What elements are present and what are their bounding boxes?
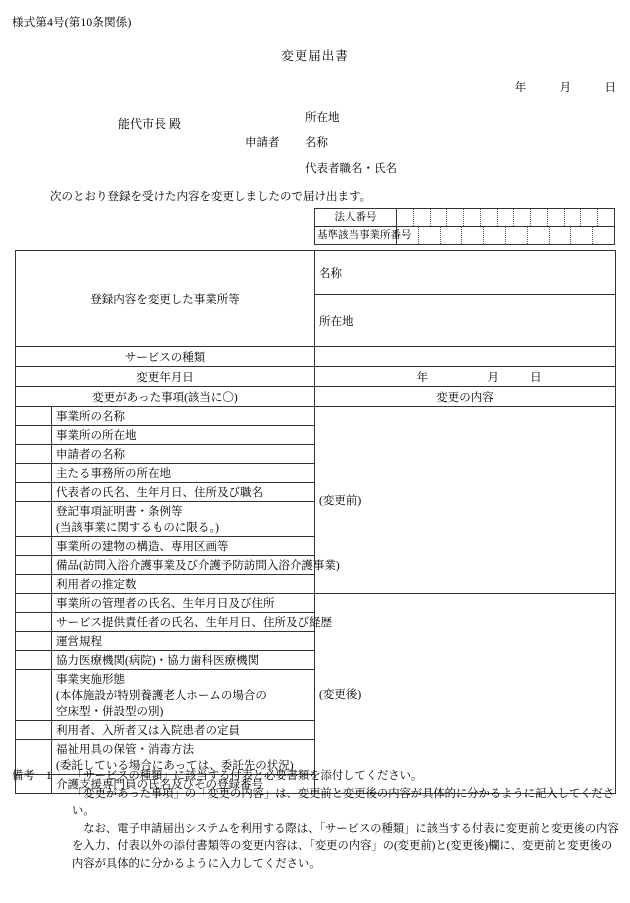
office-name-row [16, 251, 616, 295]
standard-office-number-row [315, 227, 615, 245]
corporate-number-digit-cells[interactable] [397, 209, 614, 226]
item-checkbox-cell[interactable] [16, 632, 52, 651]
item-line: 介護支援専門員の氏名及びその登録番号 [56, 779, 263, 791]
item-label-cell [52, 632, 315, 651]
change-items-before-group [16, 407, 616, 594]
change-content-cell[interactable] [315, 407, 616, 594]
item-label-cell [52, 483, 315, 502]
change-content-cell[interactable] [315, 594, 616, 794]
digit-cell[interactable] [484, 227, 506, 244]
change-items-after-group [16, 594, 616, 794]
office-location-label: 所在地 [319, 315, 354, 328]
item-checkbox-cell[interactable] [16, 426, 52, 445]
digit-cell[interactable] [419, 227, 441, 244]
digit-cell[interactable] [464, 209, 481, 226]
change-items-header: 変更があった事項(該当に〇) [16, 387, 315, 407]
item-line: サービス提供責任者の氏名、生年月日、住所及び経歴 [56, 617, 332, 629]
item-line: 協力医療機関(病院)・協力歯科医療機関 [56, 655, 260, 667]
service-type-row [16, 347, 616, 367]
change-date-month-label: 月 [487, 371, 499, 384]
item-line: 空床型・併設型の別) [56, 706, 164, 718]
corporate-number-row [315, 209, 615, 227]
item-label-cell [52, 721, 315, 740]
digit-cell[interactable] [397, 227, 419, 244]
digit-cell[interactable] [550, 227, 572, 244]
item-checkbox-cell[interactable] [16, 464, 52, 483]
digit-cell[interactable] [397, 209, 414, 226]
digit-cell[interactable] [414, 209, 431, 226]
digit-cell[interactable] [548, 209, 565, 226]
item-line: 登記事項証明書・条例等 [56, 506, 183, 518]
item-label-cell [52, 670, 315, 721]
change-content-state-label: (変更前) [319, 495, 362, 507]
item-checkbox-cell[interactable] [16, 594, 52, 613]
number-table [314, 208, 615, 245]
item-line: 事業所の管理者の氏名、生年月日及び住所 [56, 598, 275, 610]
digit-cell[interactable] [571, 227, 593, 244]
digit-cell[interactable] [506, 227, 528, 244]
change-date-label: 変更年月日 [16, 367, 315, 387]
note-row [12, 821, 620, 874]
form-number: 様式第4号(第10条関係) [12, 17, 132, 29]
item-label-cell [52, 651, 315, 670]
applicant-label: 申請者 [245, 137, 280, 149]
item-line: 主たる事務所の所在地 [56, 468, 171, 480]
item-line: 備品(訪問入浴介護事業及び介護予防訪問入浴介護事業) [56, 560, 340, 572]
digit-cell[interactable] [462, 227, 484, 244]
item-line: 利用者の推定数 [56, 579, 137, 591]
date-month-label: 月 [559, 82, 572, 94]
digit-cell[interactable] [481, 209, 498, 226]
document-title: 変更届出書 [281, 49, 349, 63]
office-name-field[interactable] [315, 251, 616, 295]
change-content-header: 変更の内容 [315, 387, 616, 407]
item-label-cell [52, 426, 315, 445]
office-location-field[interactable] [315, 295, 616, 347]
standard-office-number-label: 基準該当事業所番号 [315, 227, 397, 245]
item-line: (委託している場合にあっては、委託先の状況) [56, 760, 294, 772]
change-date-row [16, 367, 616, 387]
date-year-label: 年 [514, 82, 527, 94]
item-label-cell [52, 464, 315, 483]
change-date-year-label: 年 [416, 371, 429, 384]
item-label-cell [52, 445, 315, 464]
corporate-number-label: 法人番号 [315, 209, 397, 227]
item-line: 事業所の建物の構造、専用区画等 [56, 541, 229, 553]
office-name-label: 名称 [319, 267, 342, 280]
note-row [12, 786, 620, 821]
date-day-label: 日 [604, 82, 616, 94]
item-label-cell [52, 502, 315, 537]
item-line: 運営規程 [56, 636, 102, 648]
table-row [16, 594, 616, 613]
item-checkbox-cell[interactable] [16, 575, 52, 594]
item-line: 事業所の名称 [56, 411, 125, 423]
item-checkbox-cell[interactable] [16, 445, 52, 464]
item-label-cell [52, 613, 332, 632]
applicant-representative-label: 代表者職名・氏名 [305, 163, 397, 175]
service-type-label: サービスの種類 [16, 347, 315, 367]
change-items-header-row [16, 387, 616, 407]
notes-block [12, 768, 620, 873]
item-checkbox-cell[interactable] [16, 556, 52, 575]
item-line: 事業実施形態 [56, 674, 125, 686]
intro-text: 次のとおり登録を受けた内容を変更しましたので届け出ます。 [50, 191, 372, 203]
note-text: なお、電子申請届出システムを利用する際は、「サービスの種類」に該当する付表に変更前と変更後の内容を入力、付表以外の添付書類等の変更内容は、「変更の内容」の(変更前)と(変更後)欄に、変更前と変更後の内容が具体的に分かるように入力してください。 [72, 822, 619, 870]
item-checkbox-cell[interactable] [16, 407, 52, 426]
item-line: 代表者の氏名、生年月日、住所及び職名 [56, 487, 263, 499]
digit-cell[interactable] [528, 227, 550, 244]
item-line: 事業所の所在地 [56, 430, 137, 442]
item-checkbox-cell[interactable] [16, 537, 52, 556]
notes-label: 備考 [12, 770, 35, 782]
item-checkbox-cell[interactable] [16, 651, 52, 670]
change-date-day-label: 日 [530, 371, 542, 384]
digit-cell[interactable] [441, 227, 463, 244]
item-line: (本体施設が特別養護老人ホームの場合の [56, 690, 267, 702]
item-checkbox-cell[interactable] [16, 502, 52, 537]
note-text: 「サービスの種類」に該当する付表と必要書類を添付してください。 [72, 770, 423, 782]
digit-cell[interactable] [447, 209, 464, 226]
digit-cell[interactable] [565, 209, 582, 226]
item-checkbox-cell[interactable] [16, 483, 52, 502]
service-type-field[interactable] [315, 347, 616, 367]
standard-office-number-digit-cells[interactable] [397, 227, 614, 244]
change-date-ymd [388, 369, 541, 385]
digit-cell[interactable] [431, 209, 448, 226]
item-label-cell [52, 537, 315, 556]
main-form-table [15, 250, 616, 794]
note-row [12, 768, 620, 786]
applicant-location-label: 所在地 [305, 112, 340, 124]
item-checkbox-cell[interactable] [16, 670, 52, 721]
digit-cell[interactable] [498, 209, 515, 226]
applicant-name-label: 名称 [305, 137, 328, 149]
digit-cell[interactable] [514, 209, 531, 226]
item-label-cell [52, 575, 315, 594]
corporate-number-field[interactable] [397, 209, 615, 227]
item-checkbox-cell[interactable] [16, 613, 52, 632]
digit-cell[interactable] [598, 209, 614, 226]
digit-cell[interactable] [531, 209, 548, 226]
item-label-cell [52, 594, 315, 613]
item-line: 利用者、入所者又は入院患者の定員 [56, 725, 240, 737]
digit-cell[interactable] [593, 227, 614, 244]
item-label-cell [52, 407, 315, 426]
item-checkbox-cell[interactable] [16, 721, 52, 740]
change-date-field[interactable] [315, 367, 616, 387]
table-row [16, 407, 616, 426]
note-number: 1 [46, 770, 52, 782]
standard-office-number-field[interactable] [397, 227, 615, 245]
item-line: 福祉用具の保管・消毒方法 [56, 744, 194, 756]
office-block-label: 登録内容を変更した事業所等 [16, 251, 315, 347]
item-line: 申請者の名称 [56, 449, 125, 461]
addressee: 能代市長 殿 [118, 117, 182, 131]
item-line: (当該事業に関するものに限る。) [56, 522, 219, 534]
note-text: 「変更があった事項」の「変更の内容」は、変更前と変更後の内容が具体的に分かるように記入してください。 [72, 787, 615, 817]
item-label-cell [52, 556, 340, 575]
date-line [515, 79, 616, 95]
change-content-state-label: (変更後) [319, 688, 362, 701]
digit-cell[interactable] [581, 209, 598, 226]
